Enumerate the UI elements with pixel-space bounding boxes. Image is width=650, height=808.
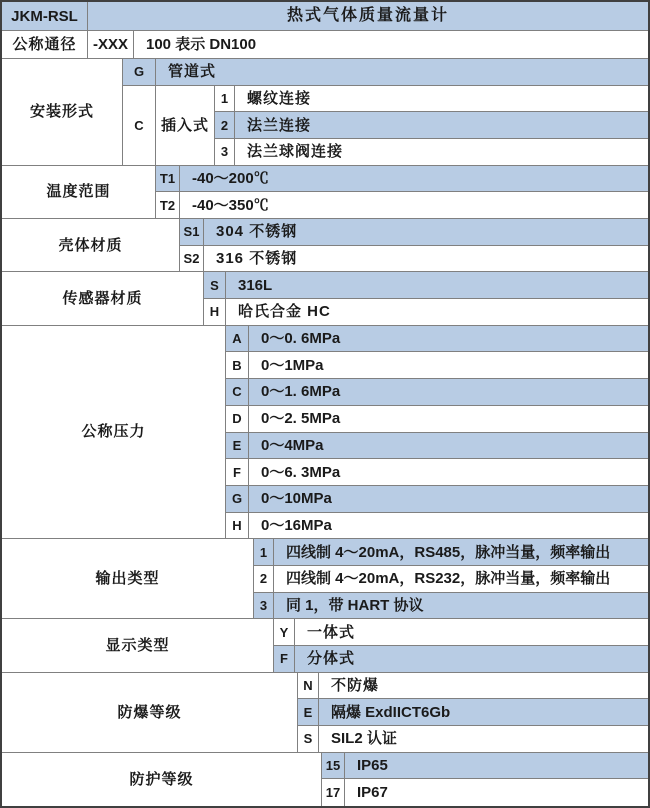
option-code-cell: C (226, 379, 249, 406)
option-code-cell: 1 (254, 539, 274, 566)
option-code-cell: Y (274, 619, 295, 646)
option-code-cell: 3 (215, 139, 235, 166)
section-label-installation: 安装形式 (2, 59, 123, 166)
option-desc-cell: 法兰连接 (235, 112, 648, 139)
option-code-cell: B (226, 352, 249, 379)
option-code-cell: 17 (322, 779, 345, 806)
option-desc-cell: IP67 (357, 784, 388, 802)
option-desc-cell: 分体式 (295, 646, 648, 673)
option-desc-cell: 0～0. 6MPa (249, 326, 648, 353)
option-desc-cell: 哈氏合金 HC (226, 299, 648, 326)
option-code-cell: T1 (156, 166, 180, 193)
option-desc-cell: 0～4MPa (249, 433, 648, 460)
option-desc-cell: 0～6. 3MPa (249, 459, 648, 486)
option-desc-cell: 法兰球阀连接 (235, 139, 648, 166)
option-code-cell: E (298, 699, 319, 726)
section-label-output-type: 输出类型 (2, 539, 254, 619)
option-code-cell: S (298, 726, 319, 753)
section-label-housing-material: 壳体材质 (2, 219, 180, 272)
option-code-cell: 2 (254, 566, 274, 593)
option-desc-cell: 管道式 (156, 59, 648, 86)
option-code-cell: -XXX (88, 31, 134, 59)
option-desc-cell: -40～350℃ (180, 192, 648, 219)
option-desc-cell: 100 表示 DN100 (134, 31, 648, 59)
section-label-nominal-diameter: 公称通径 (2, 31, 88, 59)
option-code-cell: S2 (180, 246, 204, 273)
section-label-display-type: 显示类型 (2, 619, 274, 672)
option-code-cell: 3 (254, 593, 274, 620)
option-code-cell: S (204, 272, 226, 299)
option-code-cell: F (226, 459, 249, 486)
option-code-cell: A (226, 326, 249, 353)
option-desc-cell: 0～1. 6MPa (249, 379, 648, 406)
option-code-cell: G (226, 486, 249, 513)
option-desc-cell: 四线制 4～20mA，RS485，脉冲当量，频率输出 (274, 539, 648, 566)
option-desc-cell: 一体式 (295, 619, 648, 646)
option-desc-cell: 316L (226, 272, 648, 299)
option-desc-cell: IP65 (345, 753, 648, 780)
option-code-cell: E (226, 433, 249, 460)
option-code-cell: F (274, 646, 295, 673)
section-label-protection-rating: 防护等级 (2, 753, 322, 806)
option-code-cell: T2 (156, 192, 180, 219)
section-label-temperature-range: 温度范围 (2, 166, 156, 219)
option-code-cell: 15 (322, 753, 345, 780)
insert-type-cell: 插入式 (156, 86, 215, 166)
option-desc-cell: 0～1MPa (249, 352, 648, 379)
option-code-cell: 1 (215, 86, 235, 113)
option-code-cell: H (226, 513, 249, 540)
option-desc-cell: 四线制 4～20mA，RS232，脉冲当量，频率输出 (274, 566, 648, 593)
option-desc-cell: 0～10MPa (249, 486, 648, 513)
option-code-cell: G (123, 59, 156, 86)
option-desc-cell: 隔爆 ExdIICT6Gb (319, 699, 648, 726)
option-desc-cell: 0～2. 5MPa (249, 406, 648, 433)
section-label-nominal-pressure: 公称压力 (2, 326, 226, 539)
option-code-cell: S1 (180, 219, 204, 246)
section-label-sensor-material: 传感器材质 (2, 272, 204, 325)
section-label-explosion-proof-rating: 防爆等级 (2, 673, 298, 753)
option-desc-cell: -40～200℃ (180, 166, 648, 193)
option-desc-cell: 同 1，带 HART 协议 (274, 593, 648, 620)
option-desc-cell: 316 不锈钢 (204, 246, 648, 273)
option-code-cell: H (204, 299, 226, 326)
model-code-cell: JKM-RSL (2, 2, 88, 31)
option-code-cell: N (298, 673, 319, 700)
option-desc-cell: SIL2 认证 (319, 726, 648, 753)
option-desc-cell: 螺纹连接 (235, 86, 648, 113)
option-code-cell: 2 (215, 112, 235, 139)
option-code-cell: C (123, 86, 156, 166)
option-desc-cell: 0～16MPa (249, 513, 648, 540)
option-code-cell: D (226, 406, 249, 433)
option-desc-cell: 不防爆 (319, 673, 648, 700)
product-title-cell: 热式气体质量流量计 (88, 2, 648, 31)
option-desc-cell: 304 不锈钢 (204, 219, 648, 246)
